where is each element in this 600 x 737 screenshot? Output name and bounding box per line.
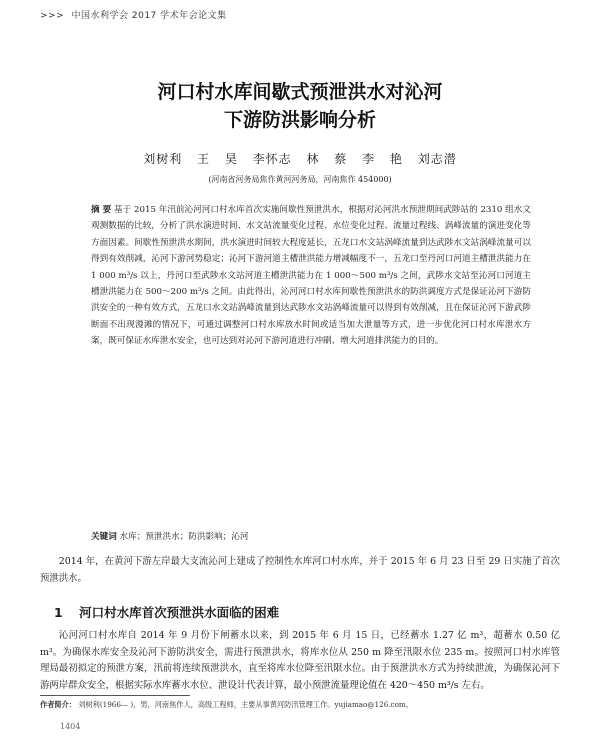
keywords-text: 水库；预泄洪水；防洪影响；沁河 — [119, 532, 249, 542]
footnote-label: 作者简介： — [40, 700, 76, 709]
section-number: 1 — [54, 605, 63, 620]
abstract-text: 基于 2015 年汛前沁河河口村水库首次实施间歇性预泄洪水，根据对沁河洪水预泄期间武陟站的 2310 组水文观测数据的比较，分析了洪水演进时间、水文站流量变化过程、水位变化过程、流量过程线、涡峰流量的演进变化等方面因素。间歇性预泄洪水期间，洪水演进时间较大程度延长，五龙口水文站涡峰流量到达武陟水文站涡峰流量可以得到有效削减，沁河下游河势稳定；沁河下游河道主槽泄洪能力增减幅度不一，五龙口至丹河口河道主槽泄洪能力在 1 000 m³/s 以上，丹河口至武陟水文站河道主槽泄洪能力在 1 000～500 m³/s 之间，武陟水文站至沁河口河道主槽泄洪能力在 500～200 m³/s 之间。由此得出，沁河河口村水库间歇性预泄洪水的防洪调度方式是保证沁河下游防洪安全的一种有效方式，五龙口水文站涡峰流量到达武陟水文站涡峰流量可以得到有效削减，且在保证沁河下游武陟断面不出现漫滩的情况下，可通过调整河口村水库放水时间或适当加大泄量等方式，进一步优化河口村水库泄水方案，既可保证水库泄水安全，也可达到对沁河下游河道进行冲刷、增大河道排洪能力的目的。 — [91, 205, 532, 347]
title-line-2: 下游防洪影响分析 — [223, 109, 376, 131]
body-paragraph: 沁河河口村水库自 2014 年 9 月份下闸蓄水以来，到 2015 年 6 月 15 日，已经蓄水 1.27 亿 m³，超蓄水 0.50 亿 m³。为确保水库安全及沁河下游防洪安全，需进行预泄洪水，将库水位从 250 m 降至汛限水位 235 m。按照河口村水库管理局最初拟定的预泄方案，汛前将连续预泄洪水，直至将库水位降至汛限水位。由于预泄洪水方式为持续泄流，为确保沁河下游两岸群众安全，根据实际水库蓄水水位、泄设计代表计算，最小预泄流量理论值在 420～450 m³/s 左右。 — [40, 630, 560, 690]
author-list: 刘树利 王 昊 李怀志 林 蔡 李 艳 刘志潜 — [143, 152, 457, 166]
section-heading — [54, 603, 279, 621]
page-number: 1404 — [60, 722, 81, 731]
intro-paragraph: 2014 年，在黄河下游左岸最大支流沁河上建成了控制性水库河口村水库，并于 2015 年 6 月 23 日至 29 日实施了首次预泄洪水。 — [40, 556, 560, 584]
footnote — [40, 700, 560, 710]
title-line-1: 河口村水库间歇式预泄洪水对沁河 — [157, 81, 443, 103]
paper-title — [0, 78, 600, 134]
keywords — [91, 530, 531, 542]
abstract-label: 摘 要 — [91, 205, 112, 215]
keywords-label: 关键词 — [91, 532, 117, 542]
running-head-text: 中国水利学会 2017 学术年会论文集 — [71, 11, 227, 21]
running-head — [40, 8, 227, 21]
abstract — [91, 202, 531, 350]
footnote-text: 刘树利(1966— )，男，河南焦作人，高级工程师，主要从事黄河防汛管理工作。yujiamao@126.com。 — [78, 700, 413, 709]
section-title: 河口村水库首次预泄洪水面临的困难 — [79, 605, 280, 620]
footnote-rule — [40, 695, 190, 696]
running-head-marks: >>> — [40, 11, 65, 21]
section-body — [40, 628, 560, 690]
affiliation: (河南省河务局焦作黄河河务局，河南焦作 454000) — [208, 175, 392, 184]
